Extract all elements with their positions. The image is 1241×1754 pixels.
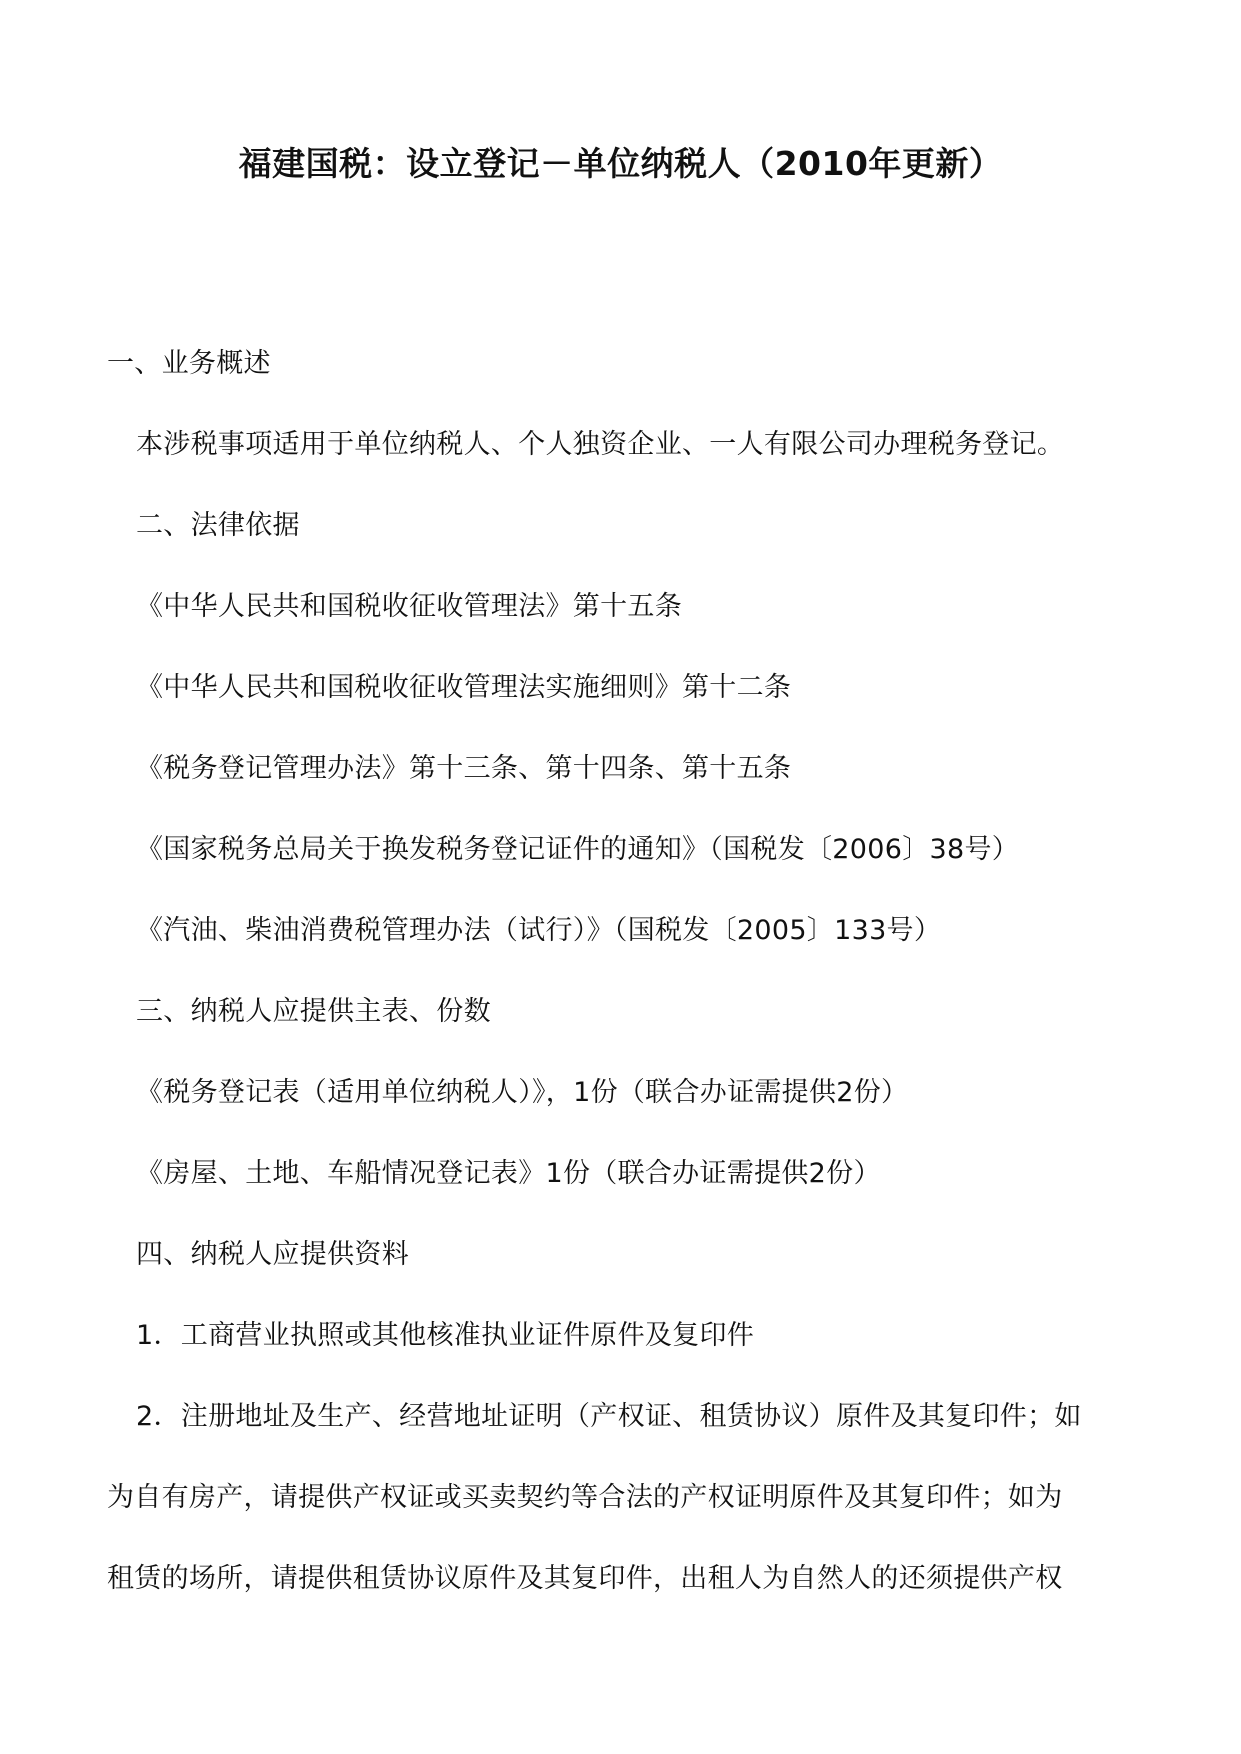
legal-reference-line: 《汽油、柴油消费税管理办法（试行）》（国税发〔2005〕133号） (136, 915, 942, 946)
section-heading-materials: 四、纳税人应提供资料 (136, 1239, 409, 1270)
legal-reference-line: 《税务登记管理办法》第十三条、第十四条、第十五条 (136, 753, 792, 784)
paragraph-line: 本涉税事项适用于单位纳税人、个人独资企业、一人有限公司办理税务登记。 (136, 429, 1065, 460)
section-heading-forms: 三、纳税人应提供主表、份数 (136, 996, 491, 1027)
legal-reference-line: 《中华人民共和国税收征收管理法》第十五条 (136, 591, 682, 622)
section-heading-legal-basis: 二、法律依据 (136, 510, 300, 541)
form-requirement-line: 《税务登记表（适用单位纳税人）》，1份（联合办证需提供2份） (136, 1077, 909, 1108)
paragraph-line: 租赁的场所，请提供租赁协议原件及其复印件，出租人为自然人的还须提供产权 (107, 1563, 1063, 1594)
section-heading-overview: 一、业务概述 (107, 348, 271, 379)
material-item-line: 1．工商营业执照或其他核准执业证件原件及复印件 (136, 1320, 755, 1351)
legal-reference-line: 《国家税务总局关于换发税务登记证件的通知》（国税发〔2006〕38号） (136, 834, 1020, 865)
document-title: 福建国税：设立登记－单位纳税人（2010年更新） (238, 144, 1003, 183)
legal-reference-line: 《中华人民共和国税收征收管理法实施细则》第十二条 (136, 672, 792, 703)
form-requirement-line: 《房屋、土地、车船情况登记表》1份（联合办证需提供2份） (136, 1158, 881, 1189)
paragraph-line: 为自有房产，请提供产权证或买卖契约等合法的产权证明原件及其复印件；如为 (107, 1482, 1063, 1513)
material-item-line: 2．注册地址及生产、经营地址证明（产权证、租赁协议）原件及其复印件；如 (136, 1401, 1082, 1432)
